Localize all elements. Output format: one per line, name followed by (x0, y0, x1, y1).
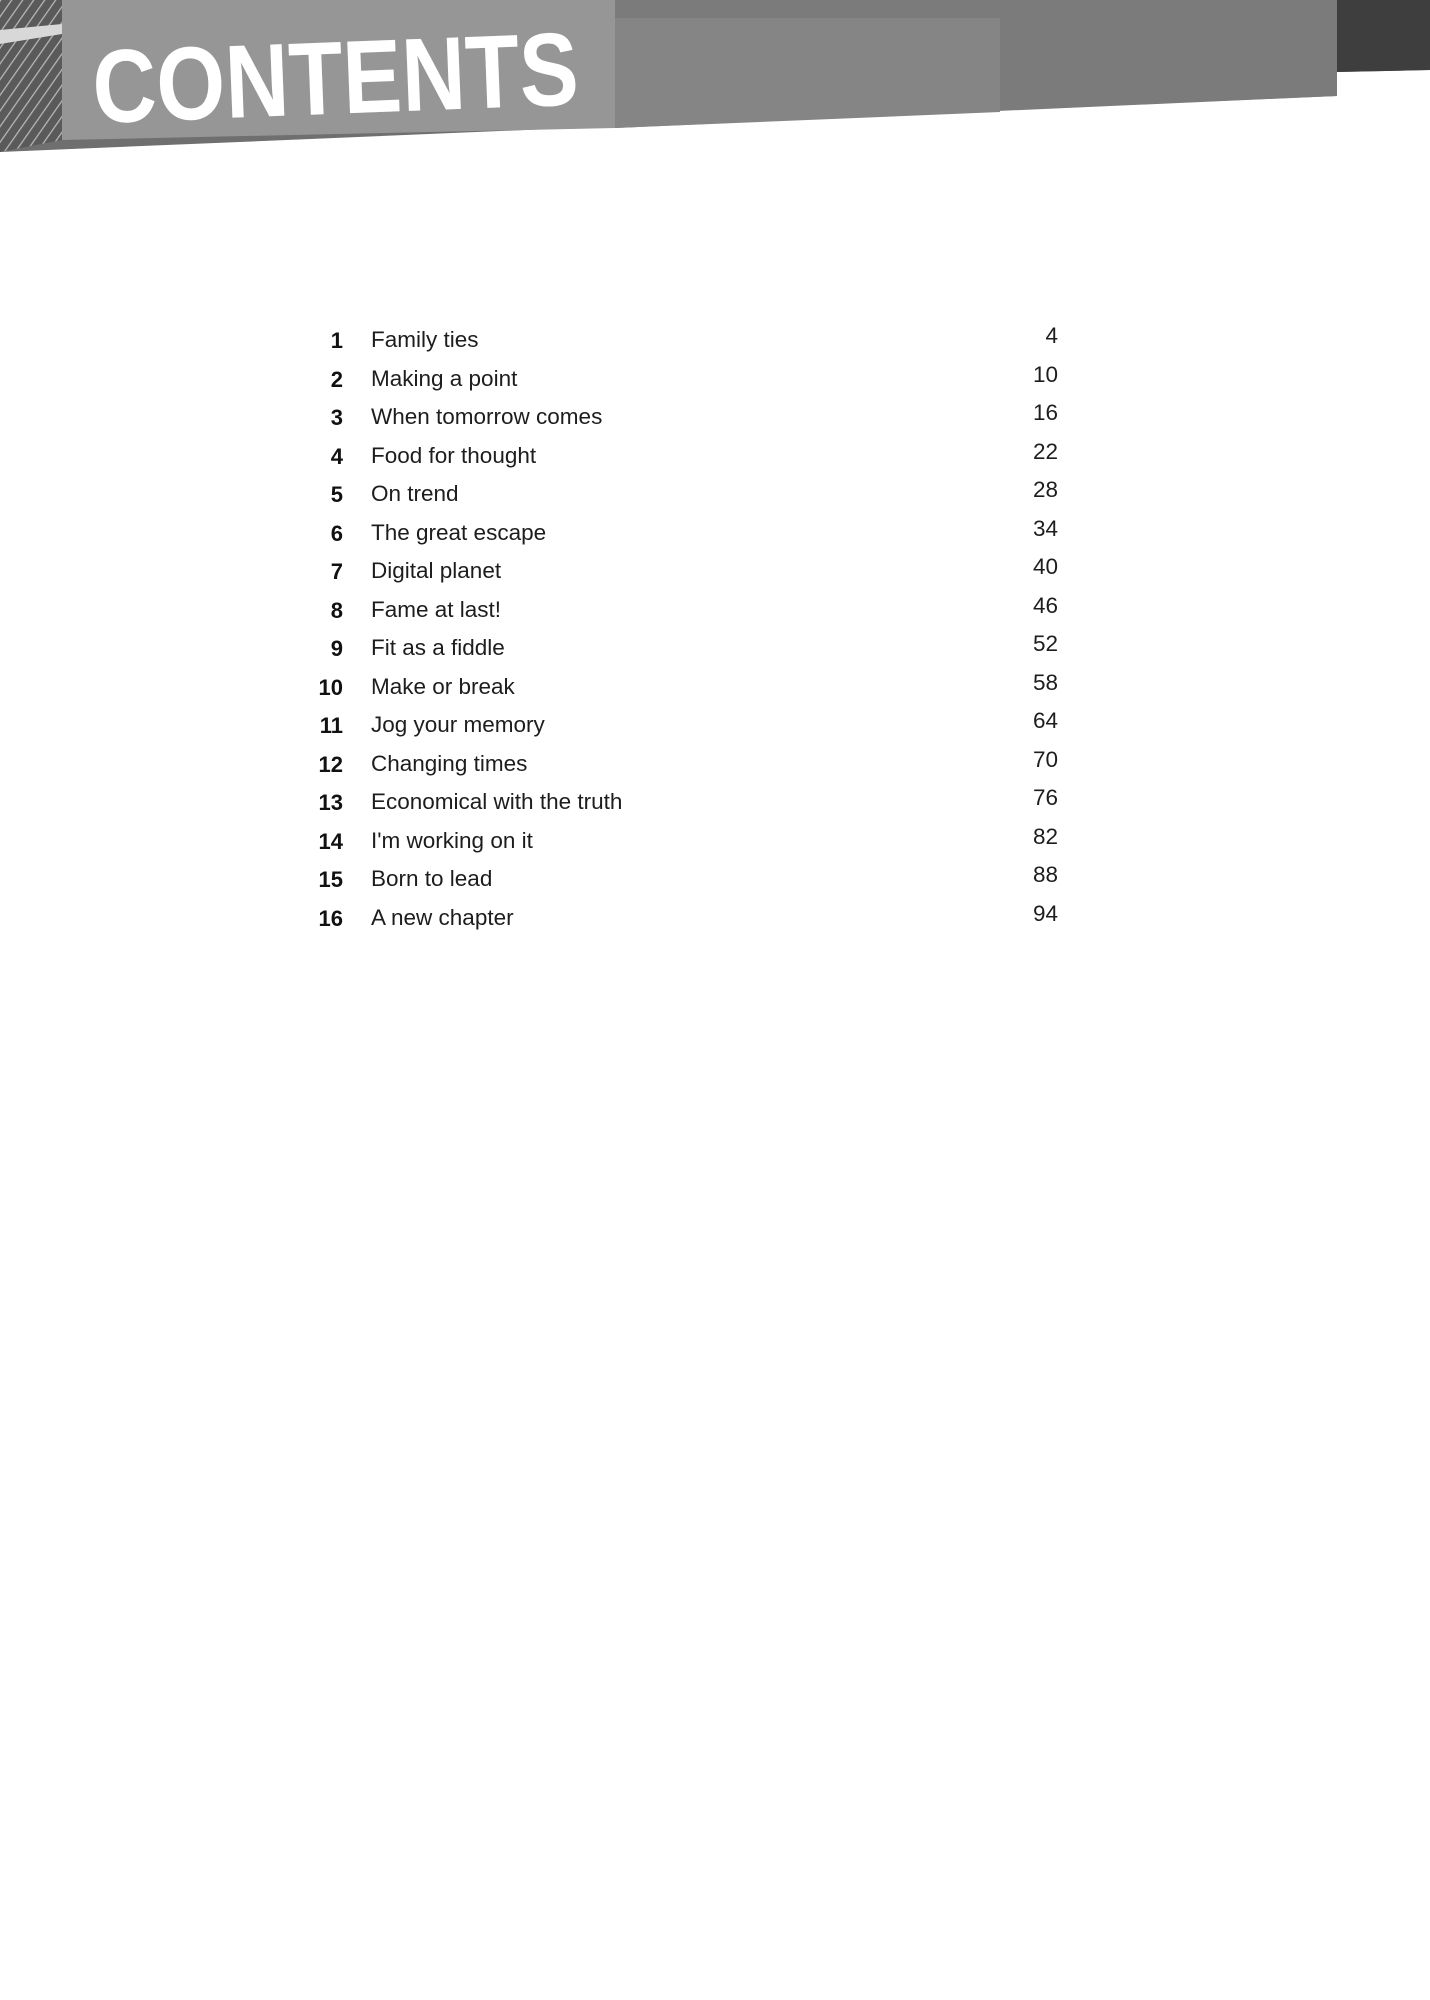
toc-entry[interactable] (300, 592, 1070, 631)
page-number: 10 (1032, 361, 1058, 387)
unit-title: Family ties (371, 327, 479, 352)
unit-title: Economical with the truth (371, 789, 623, 814)
unit-number: 11 (319, 713, 343, 738)
page-number: 4 (1045, 323, 1058, 348)
toc-entry[interactable] (300, 361, 1070, 400)
unit-title: Born to lead (371, 866, 493, 891)
page-number: 70 (1032, 746, 1058, 772)
page-number: 82 (1032, 823, 1058, 849)
toc-entry[interactable] (300, 553, 1070, 592)
unit-title: On trend (371, 481, 459, 506)
page-title: CONTENTS (90, 8, 667, 146)
unit-title: Make or break (371, 673, 515, 699)
toc-entry[interactable] (300, 515, 1070, 554)
unit-title: I'm working on it (371, 827, 533, 853)
page-number: 88 (1032, 862, 1058, 887)
toc-entry[interactable] (300, 900, 1070, 939)
toc-entry[interactable] (300, 630, 1070, 669)
unit-title: The great escape (371, 519, 547, 545)
unit-title: Digital planet (371, 558, 502, 583)
toc-entry[interactable] (300, 669, 1070, 708)
toc-entry[interactable] (300, 476, 1070, 515)
page-number: 94 (1032, 900, 1058, 926)
unit-number: 8 (330, 597, 343, 623)
page-number: 64 (1032, 708, 1058, 733)
page-number: 22 (1032, 438, 1058, 464)
toc-entry[interactable] (300, 322, 1070, 361)
unit-number: 3 (330, 405, 343, 430)
unit-title: Jog your memory (371, 712, 545, 737)
unit-number: 12 (318, 751, 343, 777)
unit-number: 10 (318, 674, 343, 700)
unit-title: Fame at last! (371, 596, 502, 622)
toc-entry[interactable] (300, 861, 1070, 900)
toc-entry[interactable] (300, 784, 1070, 823)
unit-number: 16 (318, 905, 343, 931)
unit-number: 2 (330, 366, 343, 392)
page-number: 28 (1032, 477, 1058, 502)
page-number: 52 (1032, 631, 1058, 656)
toc-entry[interactable] (300, 707, 1070, 746)
page-number: 34 (1032, 515, 1058, 541)
unit-title: Fit as a fiddle (371, 635, 505, 660)
page-number: 46 (1032, 592, 1058, 618)
table-of-contents (300, 322, 1070, 938)
unit-title: Changing times (371, 750, 528, 776)
unit-number: 14 (318, 828, 343, 854)
unit-number: 5 (330, 482, 343, 507)
toc-entry[interactable] (300, 438, 1070, 477)
unit-number: 7 (330, 559, 343, 584)
unit-number: 13 (318, 790, 343, 815)
toc-entry[interactable] (300, 746, 1070, 785)
unit-number: 9 (330, 636, 343, 661)
page-number: 40 (1032, 554, 1058, 579)
page-number: 76 (1032, 785, 1058, 810)
header-banner (0, 0, 1430, 160)
toc-entry[interactable] (300, 399, 1070, 438)
unit-number: 1 (330, 328, 343, 353)
unit-title: When tomorrow comes (371, 404, 603, 429)
unit-number: 4 (330, 443, 343, 469)
unit-title: Food for thought (371, 442, 537, 468)
toc-entry[interactable] (300, 823, 1070, 862)
unit-title: Making a point (371, 365, 518, 391)
page-number: 58 (1032, 669, 1058, 695)
unit-number: 15 (318, 867, 343, 892)
unit-title: A new chapter (371, 904, 514, 930)
page-number: 16 (1032, 400, 1058, 425)
unit-number: 6 (330, 520, 343, 546)
